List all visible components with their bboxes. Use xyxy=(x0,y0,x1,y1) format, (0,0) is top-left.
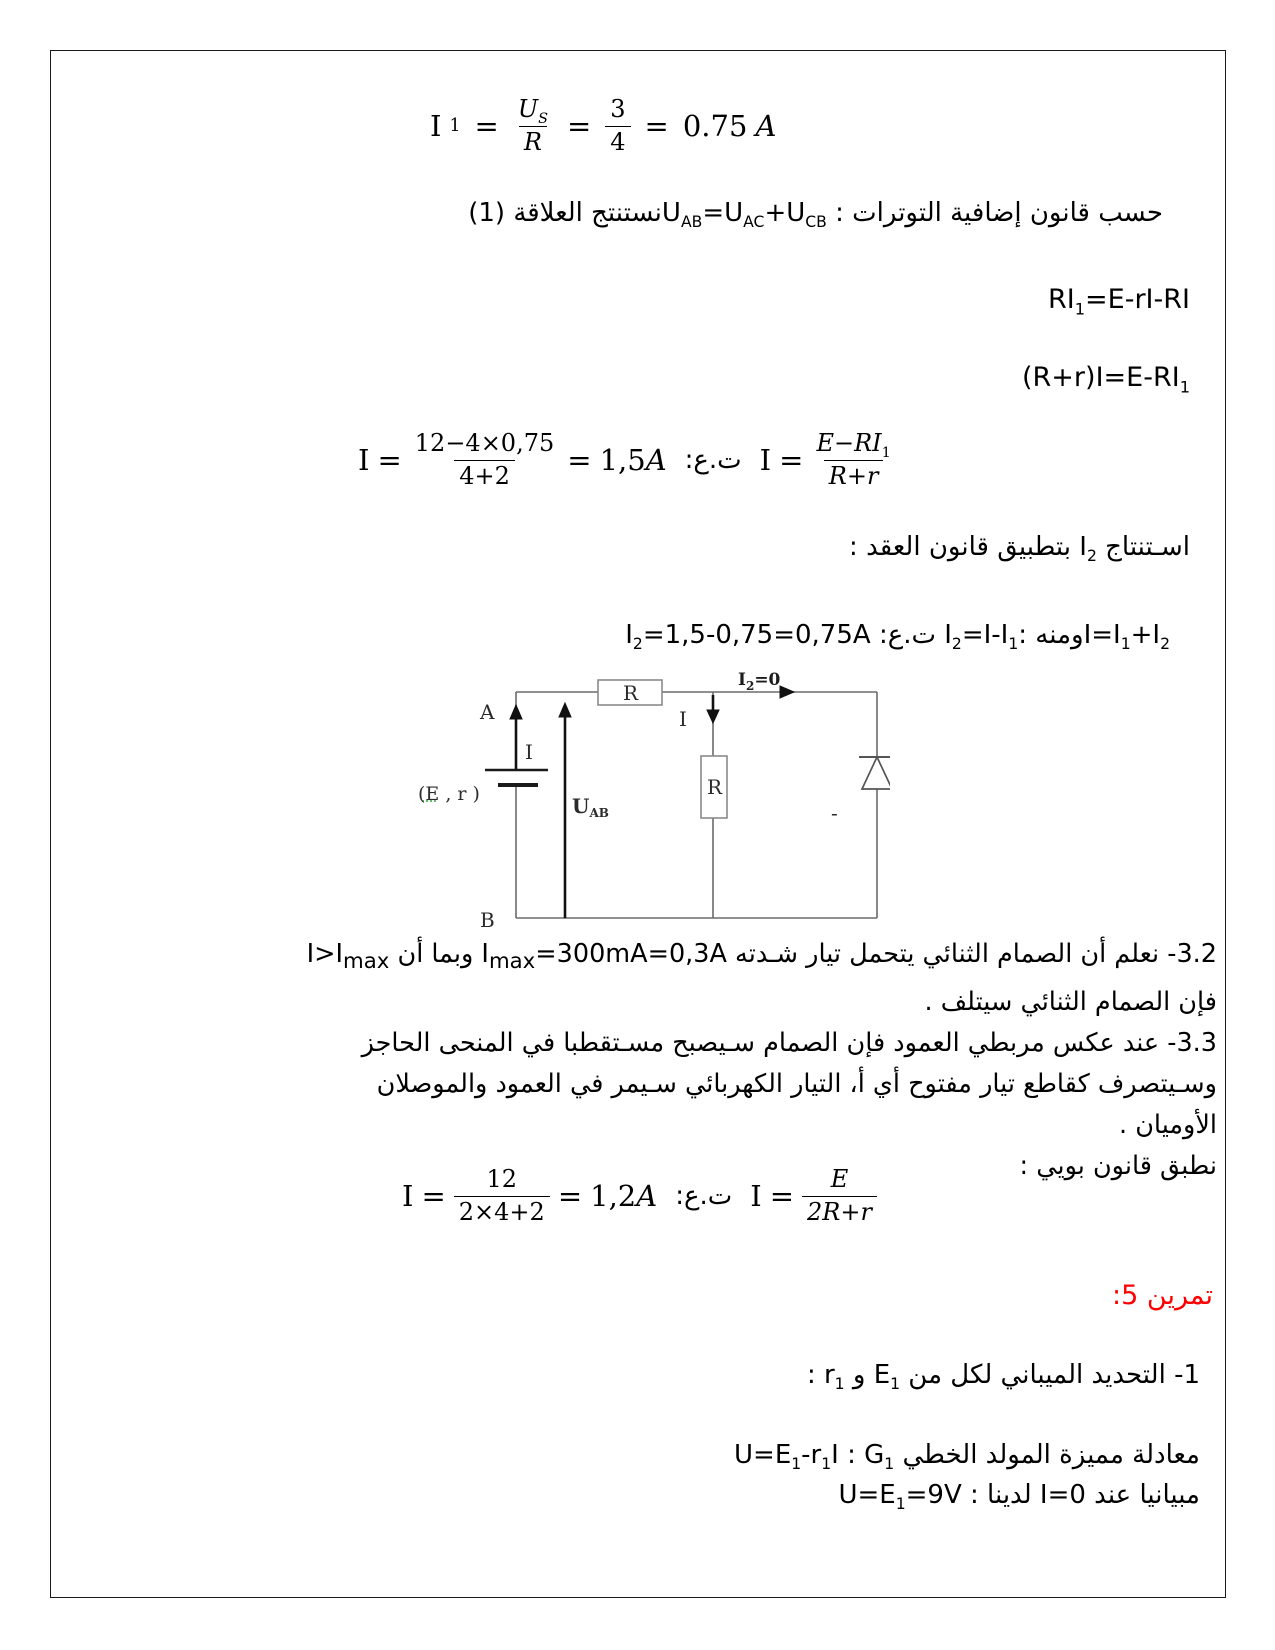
exercise-5-heading: تمرين 5: xyxy=(1112,1280,1213,1311)
eq-result: 0.75 A xyxy=(682,109,777,144)
battery-icon xyxy=(485,770,548,785)
answer-3-2-line1: 3.2- نعلم أن الصمام الثنائي يتحمل تيار شـدته $I_{max}=300mA=0,3A$ وبما أن $I>I_{max}$ xyxy=(306,939,1217,975)
equation-ri: $RI_1=E-rI-RI$ xyxy=(1047,284,1190,319)
node-law-intro: اسـتنتاج $I_2$ بتطبيق قانون العقد : xyxy=(849,532,1190,566)
answer-3-3-line3: الأوميان . xyxy=(1118,1110,1217,1141)
node-b-label: B xyxy=(480,908,495,932)
fraction: $\frac{E}{2R+r}$ xyxy=(802,1166,877,1226)
answer-3-3-line2: وسـيتصرف كقاطع تيار مفتوح أي أ، التيار الكهربائي سـيمر في العمود والموصلان xyxy=(376,1069,1217,1100)
resistor-top-label: R xyxy=(623,681,639,705)
fraction: $\frac{12}{2\times 4+2}$ xyxy=(454,1166,550,1226)
eq-literal: I = $\frac{E}{2R+r}$ xyxy=(750,1166,877,1226)
eq-literal: I = $\frac{E-RI_1}{R+r}$ xyxy=(760,430,896,490)
answer-3-2-line2: فإن الصمام الثنائي سيتلف . xyxy=(924,987,1217,1018)
fraction: $\frac{E-RI_1}{R+r}$ xyxy=(816,429,891,490)
node-law-values: $I=I_1+I_2ومنه$ $I_2=I-I_1$: ت.ع: $I_2=1,5-0,75=0,75A$ xyxy=(625,620,1170,654)
i2-label: $I_2=0$ xyxy=(738,670,781,693)
equation-rr: $(R+r)I=E-RI_1$ xyxy=(1022,362,1190,397)
source-label: (E , r ) xyxy=(418,783,480,805)
current-left-label: I xyxy=(525,740,533,764)
g1-equation-line: معادلة مميزة المولد الخطي $G_1$ : $U=E_1-r_1I$ xyxy=(734,1440,1200,1474)
answer-3-3-line1: 3.3- عند عكس مربطي العمود فإن الصمام سـيصبح مسـتقطبا في المنحى الحاجز xyxy=(361,1028,1217,1059)
fraction: $\frac{3}{4}$ xyxy=(605,96,630,156)
pouillet-intro: نطبق قانون بويي : xyxy=(1019,1151,1217,1182)
fraction: $\frac{U_S}{R}$ xyxy=(517,95,548,156)
numeric-application-label: ت.ع: xyxy=(675,1181,733,1212)
node-a-label: A xyxy=(480,700,495,724)
i0-equation-line: مبيانيا عند I=0 لدينا : $U=E_1=9V$ xyxy=(838,1480,1200,1514)
eq-lhs: I 1 xyxy=(430,109,461,144)
current-arrows xyxy=(510,686,794,918)
numeric-application-label: ت.ع: xyxy=(684,445,742,476)
answers-paragraph xyxy=(62,934,1217,1187)
voltage-law-line: حسب قانون إضافية التوترات : $U_{AB}=U_{AC}+U_{CB}نستنتج$ العلاقة (1) xyxy=(468,198,1163,232)
circuit-wires xyxy=(516,692,877,918)
eq-numeric: I = $\frac{12}{2\times 4+2}$ = 1,2A xyxy=(402,1165,658,1226)
fraction: $\frac{12-4\times 0,75}{4+2}$ xyxy=(414,429,555,490)
minus-label: - xyxy=(831,801,838,825)
diode-icon xyxy=(859,757,890,789)
voltage-label: $U_{AB}$ xyxy=(572,794,609,820)
equation-pouillet xyxy=(402,1166,877,1226)
equation-current xyxy=(358,430,896,490)
current-mid-label: I xyxy=(679,707,687,731)
question-1-line: 1- التحديد الميباني لكل من $E_1$ و $r_1$ : xyxy=(806,1360,1200,1394)
i2-arrow xyxy=(780,686,794,698)
circuit-diagram xyxy=(398,655,890,935)
eq-numeric: I = $\frac{12-4\times 0,75}{4+2}$ = 1,5A xyxy=(358,429,667,490)
resistor-mid-label: R xyxy=(707,775,723,799)
equation-i1: I 1 = $\frac{U_S}{R}$ = $\frac{3}{4}$ = 0.75 A xyxy=(430,95,777,156)
